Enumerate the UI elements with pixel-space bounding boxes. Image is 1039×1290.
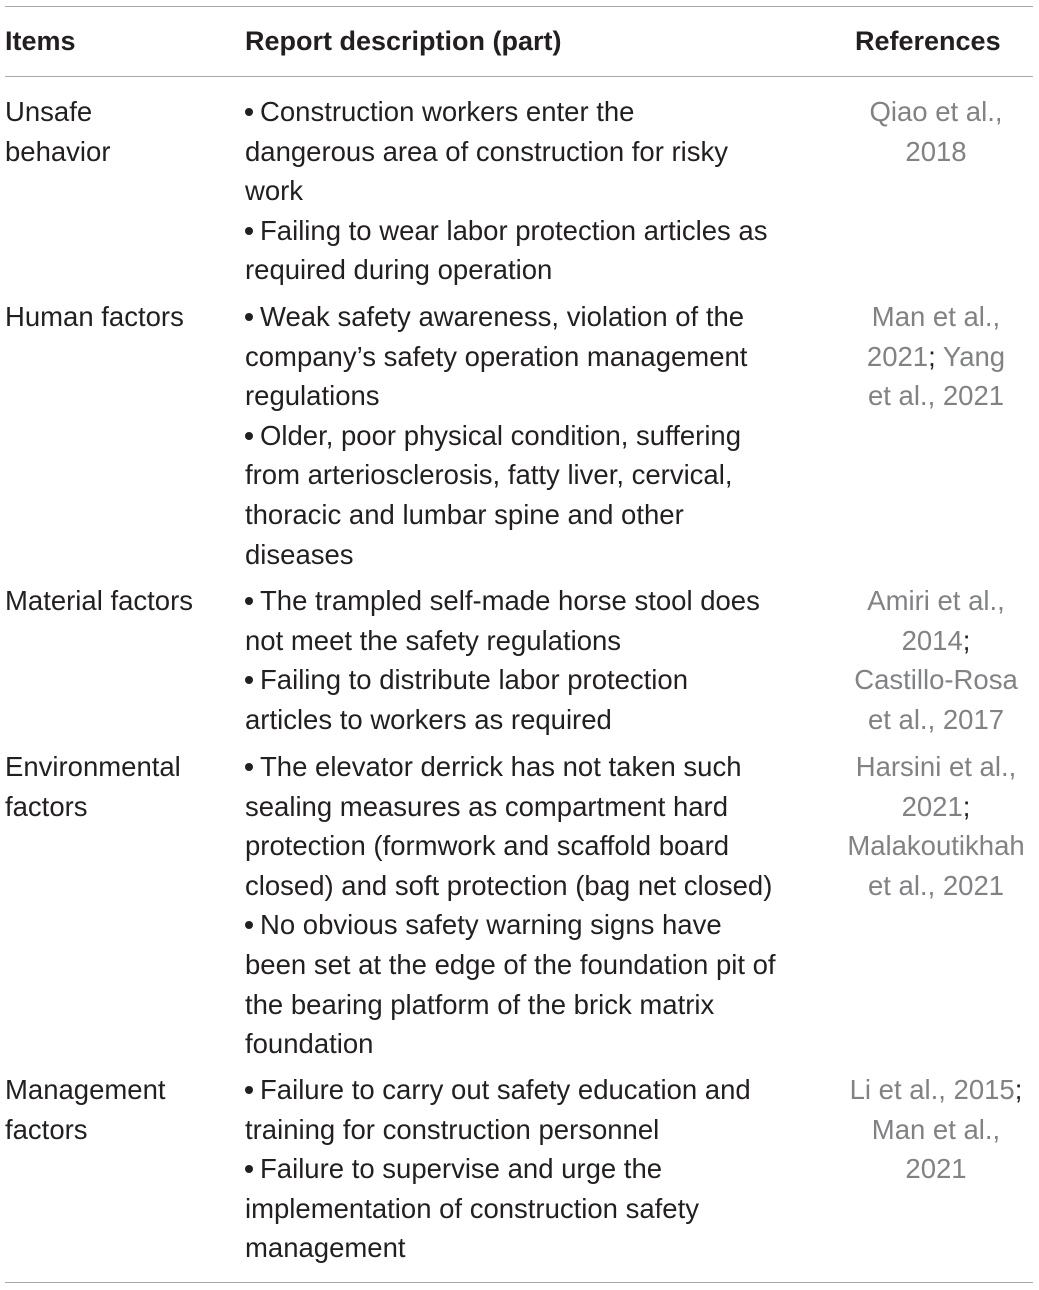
reference-line [839, 337, 1033, 377]
reference-link[interactable]: et al., 2017 [867, 703, 1005, 735]
reference-line [839, 700, 1033, 740]
item-cell [5, 581, 230, 621]
reference-line [839, 581, 1033, 621]
bullet-text-line: implementation of construction safety [245, 1192, 699, 1224]
bullet-dot-icon [245, 597, 253, 605]
item-label-line: Material factors [5, 585, 193, 616]
bullet-text: Failure to carry out safety education and [260, 1074, 751, 1105]
item-label-line: Management [5, 1074, 166, 1105]
reference-line [839, 1149, 1033, 1189]
bullet-first-line [245, 905, 815, 945]
bullet-text: Failing to wear labor protection articles as [260, 214, 768, 246]
reference-line [839, 1110, 1033, 1150]
bullet-text-line: been set at the edge of the foundation pit of [245, 948, 776, 980]
reference-line [839, 132, 1033, 172]
reference-link[interactable]: Qiao et al., [869, 96, 1003, 127]
bullet-dot-icon [245, 1086, 253, 1094]
bullet-first-line [245, 660, 815, 700]
description-cell [245, 297, 815, 574]
bullet-text-line: closed) and soft protection (bag net closed) [245, 869, 773, 901]
header-rule [5, 76, 1033, 77]
reference-link[interactable]: Harsini et al., [855, 751, 1017, 782]
bullet-first-line [245, 211, 815, 251]
bullet-text-line: diseases [245, 538, 354, 570]
bullet-text-line: sealing measures as compartment hard [245, 790, 729, 822]
description-bullet [245, 297, 815, 416]
references-cell [839, 747, 1033, 905]
item-cell [5, 1070, 230, 1149]
header-items: Items [5, 26, 76, 56]
bullet-text: Failing to distribute labor protection [260, 664, 689, 696]
reference-link[interactable]: Li et al., 2015 [849, 1074, 1015, 1105]
item-label-line: Environmental [5, 751, 181, 782]
description-bullet [245, 211, 815, 290]
bullet-text-line: thoracic and lumbar spine and other [245, 498, 684, 530]
bullet-dot-icon [245, 676, 253, 684]
item-label-line: factors [5, 1113, 88, 1145]
bullet-first-line [245, 416, 815, 456]
references-cell [839, 297, 1033, 416]
reference-line [839, 1070, 1033, 1110]
item-label-line: factors [5, 790, 88, 822]
bullet-dot-icon [245, 921, 253, 929]
bullet-first-line [245, 297, 815, 337]
bullet-text: No obvious safety warning signs have [260, 909, 722, 941]
reference-separator: ; [928, 340, 943, 372]
description-bullet [245, 905, 815, 1063]
description-bullet [245, 747, 815, 905]
bullet-first-line [245, 747, 815, 787]
reference-link[interactable]: 2018 [905, 135, 967, 167]
description-bullet [245, 416, 815, 574]
bullet-first-line [245, 1070, 815, 1110]
header-report-description: Report description (part) [245, 26, 562, 56]
description-cell [245, 747, 815, 1064]
reference-line [839, 621, 1033, 661]
bullet-text-line: regulations [245, 380, 380, 412]
bullet-dot-icon [245, 313, 253, 321]
reference-separator: ; [1014, 1074, 1023, 1105]
reference-line [839, 297, 1033, 337]
reference-link[interactable]: Malakoutikhah [847, 830, 1025, 862]
item-cell [5, 92, 230, 171]
description-cell [245, 581, 815, 739]
bullet-text-line: protection (formwork and scaffold board [245, 830, 730, 862]
bullet-text: Failure to supervise and urge the [260, 1153, 663, 1185]
reference-line [839, 787, 1033, 827]
item-cell [5, 747, 230, 826]
reference-link[interactable]: 2021 [866, 340, 929, 372]
reference-line [839, 747, 1033, 787]
header-references: References [855, 26, 1001, 56]
reference-link[interactable]: et al., 2021 [867, 869, 1005, 901]
bullet-text-line: work [245, 175, 304, 207]
bullet-first-line [245, 92, 815, 132]
description-bullet [245, 92, 815, 211]
bullet-text-line: dangerous area of construction for risky [245, 135, 729, 167]
table-bottom-rule [5, 1282, 1033, 1283]
bullet-text-line: foundation [245, 1028, 374, 1060]
reference-separator: ; [962, 624, 971, 656]
reference-separator: ; [962, 790, 971, 822]
description-cell [245, 92, 815, 290]
bullet-first-line [245, 581, 815, 621]
bullet-text-line: training for construction personnel [245, 1113, 660, 1145]
bullet-text-line: company’s safety operation management [245, 340, 748, 372]
bullet-text-line: from arteriosclerosis, fatty liver, cervical, [245, 459, 733, 491]
description-bullet [245, 581, 815, 660]
description-bullet [245, 1070, 815, 1149]
bullet-text: Construction workers enter the [260, 96, 635, 127]
reference-line [839, 866, 1033, 906]
bullet-dot-icon [245, 763, 253, 771]
bullet-text-line: articles to workers as required [245, 703, 612, 735]
table-top-rule [5, 6, 1033, 7]
item-cell [5, 297, 230, 337]
bullet-dot-icon [245, 108, 253, 116]
bullet-dot-icon [245, 432, 253, 440]
reference-line [839, 376, 1033, 416]
references-cell [839, 1070, 1033, 1189]
references-cell [839, 581, 1033, 739]
reference-link[interactable]: 2021 [905, 1153, 967, 1185]
description-bullet [245, 660, 815, 739]
bullet-text-line: not meet the safety regulations [245, 624, 622, 656]
reference-link[interactable]: 2021 [901, 790, 963, 822]
bullet-text-line: the bearing platform of the brick matrix [245, 988, 715, 1020]
bullet-text: Weak safety awareness, violation of the [260, 301, 745, 332]
bullet-text: Older, poor physical condition, suffering [260, 419, 742, 451]
item-label-line: behavior [5, 135, 111, 167]
description-cell [245, 1070, 815, 1268]
reference-link[interactable]: Castillo-Rosa [854, 664, 1018, 696]
bullet-dot-icon [245, 227, 253, 235]
references-cell [839, 92, 1033, 171]
reference-link[interactable]: 2014 [901, 624, 963, 656]
description-bullet [245, 1149, 815, 1268]
reference-line [839, 660, 1033, 700]
bullet-first-line [245, 1149, 815, 1189]
bullet-dot-icon [245, 1165, 253, 1173]
reference-line [839, 826, 1033, 866]
item-label-line: Human factors [5, 301, 184, 332]
bullet-text: The elevator derrick has not taken such [260, 751, 742, 782]
bullet-text-line: required during operation [245, 254, 553, 286]
reference-line [839, 92, 1033, 132]
bullet-text-line: management [245, 1232, 406, 1264]
reference-link[interactable]: Amiri et al., [867, 585, 1005, 616]
reference-link[interactable]: Man et al., [871, 301, 1001, 332]
item-label-line: Unsafe [5, 96, 93, 127]
reference-link[interactable]: Yang [942, 340, 1006, 372]
reference-link[interactable]: Man et al., [871, 1113, 1001, 1145]
reference-link[interactable]: et al., 2021 [867, 380, 1005, 412]
bullet-text: The trampled self-made horse stool does [260, 585, 760, 616]
